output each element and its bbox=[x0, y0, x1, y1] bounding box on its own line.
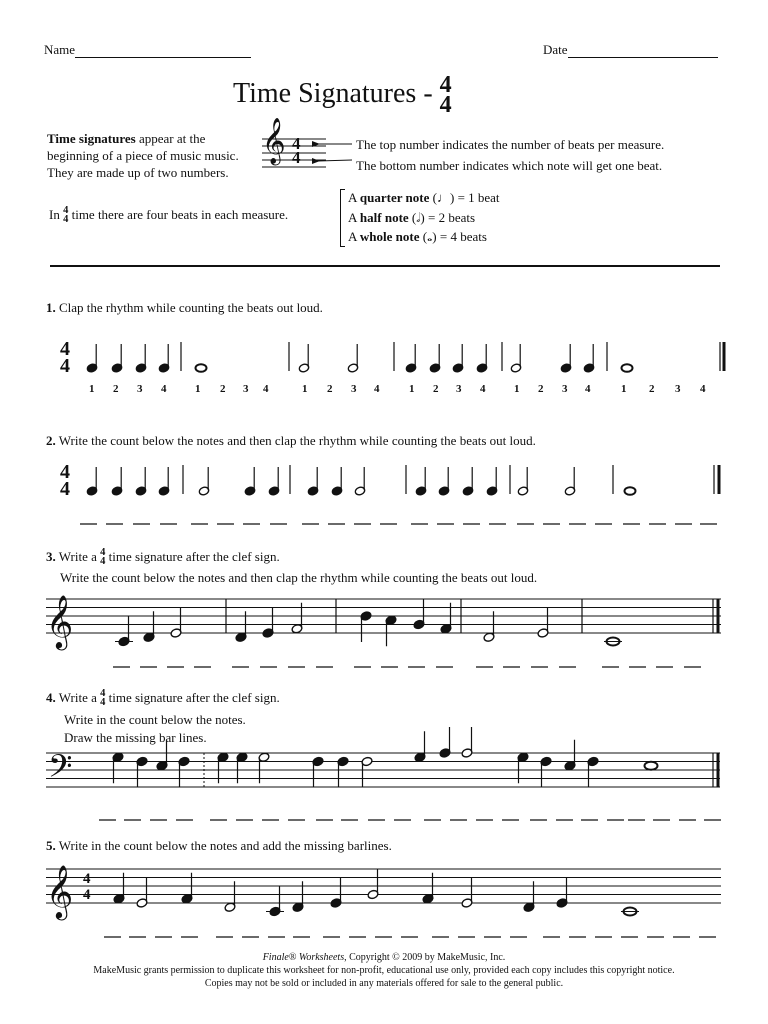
whole-note bbox=[645, 762, 658, 770]
half-note-icon: 𝅗𝅥 bbox=[416, 209, 421, 225]
count-number: 3 bbox=[243, 383, 249, 395]
title-time-bottom: 4 bbox=[439, 91, 452, 118]
four-four-line: In 4 4 time there are four beats in each measure. bbox=[49, 205, 289, 226]
treble-clef-icon: 𝄞 bbox=[46, 866, 74, 917]
title-time-top: 4 bbox=[439, 72, 452, 98]
name-label: Name bbox=[44, 42, 76, 57]
note-value-quarter: A quarter note (♩) = 1 beat bbox=[348, 190, 500, 205]
quarter-note-icon: ♩ bbox=[436, 190, 450, 205]
exercise-4-line3: Draw the missing bar lines. bbox=[64, 730, 207, 745]
count-number: 4 bbox=[374, 383, 380, 395]
count-number: 4 bbox=[700, 383, 706, 395]
count-number: 2 bbox=[433, 383, 439, 395]
count-number: 2 bbox=[220, 383, 226, 395]
count-number: 4 bbox=[585, 383, 591, 395]
intro-bold: Time signatures bbox=[47, 131, 136, 146]
count-number: 4 bbox=[161, 383, 167, 395]
exercise-3-line2: Write the count below the notes and then clap the rhythm while counting the beats out loud. bbox=[60, 570, 538, 585]
intro-rest: appear at the beginning of a piece of music music. They are made up of two numbers. bbox=[47, 131, 239, 180]
count-number: 2 bbox=[538, 383, 544, 395]
count-number: 4 bbox=[263, 383, 269, 395]
treble-clef-icon: 𝄞 bbox=[262, 118, 286, 163]
footer-line-3: Copies may not be sold or included in any materials offered for sale to the general public. bbox=[204, 978, 564, 989]
count-number: 3 bbox=[675, 383, 681, 395]
count-number: 3 bbox=[351, 383, 357, 395]
exercise-3-instructions: 3. Write a 4 4 time signature after the clef sign. bbox=[46, 547, 280, 568]
whole-note bbox=[196, 364, 207, 372]
exercise-4-line2: Write in the count below the notes. bbox=[64, 712, 246, 727]
bottom-number-note: The bottom number indicates which note will get one beat. bbox=[356, 158, 663, 173]
treble-clef-icon: 𝄞 bbox=[46, 596, 74, 647]
count-number: 1 bbox=[195, 383, 201, 395]
page-title-text: Time Signatures - bbox=[233, 78, 433, 110]
footer bbox=[0, 951, 768, 990]
time-signature-top: 4 bbox=[60, 338, 70, 360]
whole-note bbox=[625, 487, 636, 495]
footer-line-1: Finale® Worksheets, Copyright © 2009 by MakeMusic, Inc. bbox=[262, 952, 506, 963]
time-signature-bottom: 4 bbox=[60, 478, 70, 500]
exercise-5-instructions: 5. Write in the count below the notes and add the missing barlines. bbox=[46, 838, 392, 853]
exercise-1-instructions: 1. Clap the rhythm while counting the beats out loud. bbox=[46, 300, 323, 315]
count-number: 2 bbox=[113, 383, 119, 395]
count-number: 1 bbox=[514, 383, 520, 395]
whole-note-icon: 𝅝 bbox=[427, 229, 433, 244]
exercise-2-instructions: 2. Write the count below the notes and then clap the rhythm while counting the beats out loud. bbox=[46, 433, 536, 448]
top-number-note: The top number indicates the number of beats per measure. bbox=[356, 137, 665, 152]
count-number: 3 bbox=[137, 383, 143, 395]
count-number: 1 bbox=[302, 383, 308, 395]
exercise-4-instructions: 4. Write a 4 4 time signature after the clef sign. bbox=[46, 688, 280, 709]
note-value-half: A half note (𝅗𝅥) = 2 beats bbox=[348, 209, 476, 225]
whole-note bbox=[622, 364, 633, 372]
bass-clef-icon: 𝄢 bbox=[48, 750, 73, 792]
count-number: 1 bbox=[409, 383, 415, 395]
count-number: 4 bbox=[480, 383, 486, 395]
time-signature-top: 4 bbox=[60, 461, 70, 483]
count-number: 1 bbox=[89, 383, 95, 395]
time-signature-top: 4 bbox=[83, 871, 91, 887]
time-signature-bottom: 4 bbox=[60, 355, 70, 377]
count-number: 2 bbox=[327, 383, 333, 395]
intro-time-signature: 4 4 bbox=[292, 134, 301, 167]
note-value-whole: A whole note (𝅝) = 4 beats bbox=[348, 229, 487, 244]
count-number: 3 bbox=[456, 383, 462, 395]
count-number: 1 bbox=[621, 383, 627, 395]
count-number: 3 bbox=[562, 383, 568, 395]
footer-line-2: MakeMusic grants permission to duplicate this worksheet for non-profit, educational use only, provided each copy includes this copyright notice. bbox=[93, 965, 675, 976]
date-label: Date bbox=[543, 42, 568, 57]
count-number: 2 bbox=[649, 383, 655, 395]
time-signature-bottom: 4 bbox=[83, 887, 91, 903]
